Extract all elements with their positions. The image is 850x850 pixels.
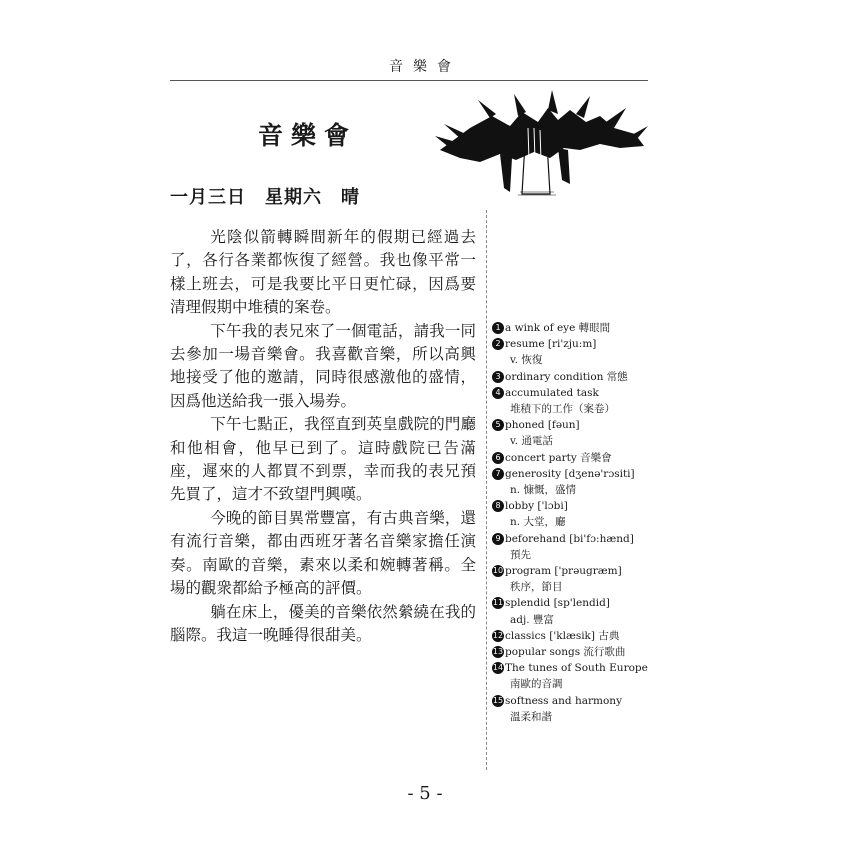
note-number-badge: 4 [492,387,504,399]
glossary-entry [492,352,692,368]
glossary-text: beforehand [bi'fɔ:hænd] [505,532,634,545]
date-line: 一月三日 星期六 晴 [170,187,360,208]
glossary-entry [492,563,692,579]
glossary-text: 預先 [510,548,531,561]
glossary-entry [492,466,692,482]
paragraph: 躺在床上，優美的音樂依然縈繞在我的腦際。我這一晚睡得很甜美。 [170,602,476,644]
glossary-entry [492,628,692,644]
glossary-text: The tunes of South Europe [505,662,648,675]
glossary-entry [492,693,692,709]
note-number-badge: 9 [492,533,504,545]
glossary-entry [492,417,692,433]
paragraph: 下午我的表兄來了一個電話，請我一同去參加一場音樂會。我喜歡音樂，所以高興地接受了他的邀請，同時很感激他的盛情，因爲他送給我一張入場券。 [170,321,476,410]
note-number-badge: 13 [492,647,504,657]
page-number: - 5 - [407,783,443,804]
glossary-text: phoned [fəun] [505,419,580,432]
note-number-badge: 12 [492,630,504,640]
article-title: 音樂會 [258,121,358,150]
glossary-text: n. 大堂，廳 [510,516,566,529]
glossary-entry [492,450,692,466]
paragraph: 今晚的節目異常豐富，有古典音樂，還有流行音樂，都由西班牙著名音樂家擔任演奏。南歐的音樂，素來以柔和婉轉著稱。全場的觀衆都給予極高的評價。 [170,508,476,598]
glossary-entry [492,498,692,514]
glossary-text: popular songs 流行歌曲 [505,646,626,659]
glossary-notes [492,320,692,725]
glossary-entry [492,336,692,352]
glossary-entry [492,595,692,611]
glossary-text: resume [ri'zju:m] [505,338,597,351]
glossary-entry [492,514,692,530]
note-number-badge: 6 [492,452,504,464]
glossary-text: 溫柔和諧 [510,710,552,723]
glossary-text: concert party 音樂會 [505,451,612,464]
note-number-badge: 11 [492,598,504,608]
paragraph: 下午七點正，我徑直到英皇戲院的門廳和他相會，他早已到了。這時戲院已告滿座，遲來的人都買不到票，幸而我的表兄預先買了，這才不致望門興嘆。 [170,415,476,504]
glossary-entry [492,709,692,725]
glossary-text: lobby ['lɔbi] [505,500,568,513]
header-rule [170,80,648,81]
mountain-waterfall-illustration [430,88,650,198]
glossary-text: 堆積下的工作（案卷） [510,403,615,416]
glossary-text: accumulated task [505,386,599,399]
glossary-text: adj. 豐富 [510,613,554,626]
note-number-badge: 10 [492,566,504,576]
glossary-entry [492,676,692,692]
note-number-badge: 8 [492,500,504,512]
column-divider [486,210,487,770]
glossary-entry [492,482,692,498]
note-number-badge: 2 [492,338,504,350]
glossary-entry [492,612,692,628]
glossary-text: softness and harmony [505,694,623,707]
glossary-entry [492,531,692,547]
glossary-entry [492,644,692,660]
glossary-text: v. 通電話 [510,435,553,448]
note-number-badge: 1 [492,322,504,334]
glossary-text: classics ['klæsik] 古典 [505,629,620,642]
glossary-text: ordinary condition 常態 [505,370,628,383]
glossary-text: n. 慷慨，盛情 [510,484,576,497]
note-number-badge: 14 [492,663,504,673]
paragraph: 光陰似箭轉瞬間新年的假期已經過去了，各行各業都恢復了經營。我也像平常一樣上班去，可是我要比平日更忙碌，因爲要清理假期中堆積的案卷。 [170,228,476,317]
glossary-entry [492,401,692,417]
glossary-text: splendid [sp'lendid] [505,597,610,610]
glossary-entry [492,369,692,385]
note-number-badge: 5 [492,419,504,431]
glossary-text: 秩序，節目 [510,581,563,594]
running-title: 音樂會 [389,59,461,75]
note-number-badge: 7 [492,468,504,480]
glossary-text: program ['prəugræm] [505,565,622,578]
glossary-text: generosity [dʒenə'rɔsiti] [505,467,635,480]
note-number-badge: 3 [492,371,504,383]
glossary-text: 南歐的音調 [510,678,563,691]
glossary-text: a wink of eye 轉眼間 [505,322,611,334]
glossary-entry [492,579,692,595]
glossary-entry [492,385,692,401]
glossary-entry [492,660,692,676]
glossary-entry [492,320,692,336]
glossary-entry [492,433,692,449]
article-body [170,226,476,647]
glossary-text: v. 恢復 [510,354,543,367]
glossary-entry [492,547,692,563]
note-number-badge: 15 [492,695,504,705]
